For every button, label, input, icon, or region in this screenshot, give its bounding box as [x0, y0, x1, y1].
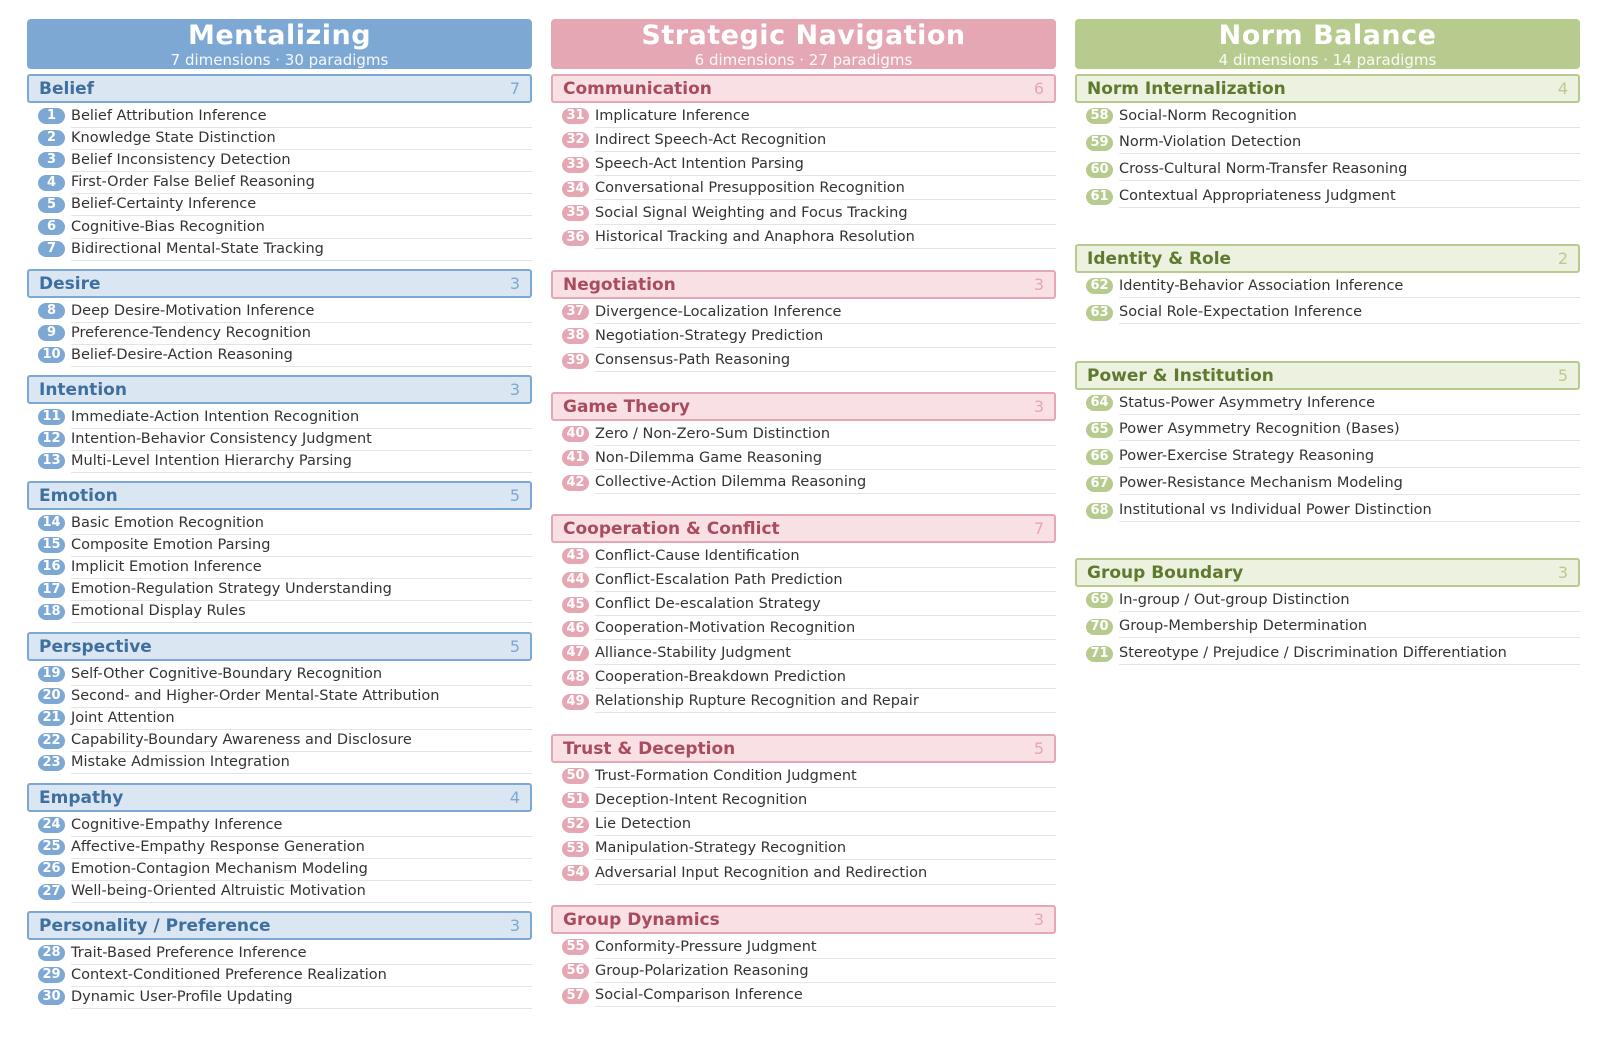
- paradigm-label: In-group / Out-group Distinction: [1119, 589, 1580, 612]
- paradigm-label: Institutional vs Individual Power Distinction: [1119, 499, 1580, 522]
- paradigm-number-badge: 53: [562, 841, 589, 857]
- dimension-header: [27, 632, 532, 661]
- column-header: [551, 19, 1056, 69]
- paradigm-label: Emotional Display Rules: [71, 600, 532, 623]
- paradigm-label: Manipulation-Strategy Recognition: [595, 837, 1056, 860]
- paradigm-number-badge: 44: [562, 572, 589, 588]
- paradigm-number-badge: 41: [562, 450, 589, 466]
- paradigm-number-badge: 70: [1086, 619, 1113, 635]
- paradigm-number-badge: 29: [38, 967, 65, 983]
- dimension-count: 3: [1033, 397, 1044, 416]
- list-item: [38, 752, 532, 774]
- paradigm-number-badge: 49: [562, 694, 589, 710]
- list-item: [562, 936, 1056, 958]
- list-item: [562, 985, 1056, 1007]
- paradigm-number-badge: 66: [1086, 449, 1113, 465]
- paradigm-label: Deception-Intent Recognition: [595, 789, 1056, 812]
- paradigm-label: Social Role-Expectation Inference: [1119, 301, 1580, 324]
- list-item: [38, 579, 532, 601]
- dimension-header: [1075, 74, 1580, 103]
- list-item: [562, 765, 1056, 787]
- paradigm-label: Deep Desire-Motivation Inference: [71, 300, 532, 323]
- paradigm-label: Conversational Presupposition Recognition: [595, 177, 1056, 200]
- list-item: [38, 105, 532, 127]
- list-item: [562, 960, 1056, 982]
- paradigm-number-badge: 33: [562, 157, 589, 173]
- dimension-header: [27, 783, 532, 812]
- list-item: [38, 601, 532, 623]
- dimension-label: Empathy: [39, 787, 124, 808]
- dimension-header: [1075, 244, 1580, 273]
- paradigm-number-badge: 19: [38, 666, 65, 682]
- paradigm-number-badge: 4: [38, 175, 65, 191]
- paradigm-label: Self-Other Cognitive-Boundary Recognition: [71, 663, 532, 686]
- paradigm-label: Trait-Based Preference Inference: [71, 942, 532, 965]
- paradigm-label: Composite Emotion Parsing: [71, 534, 532, 557]
- paradigm-number-badge: 1: [38, 108, 65, 124]
- paradigm-number-badge: 55: [562, 939, 589, 955]
- paradigm-label: Context-Conditioned Preference Realization: [71, 964, 532, 987]
- dimension-header: [27, 481, 532, 510]
- paradigm-number-badge: 43: [562, 548, 589, 564]
- paradigm-label: Historical Tracking and Anaphora Resolution: [595, 226, 1056, 249]
- paradigm-label: Identity-Behavior Association Inference: [1119, 275, 1580, 298]
- paradigm-number-badge: 36: [562, 230, 589, 246]
- column-subtitle: 4 dimensions · 14 paradigms: [1218, 51, 1437, 69]
- dimension-count: 3: [1033, 910, 1044, 929]
- list-item: [562, 472, 1056, 494]
- list-item: [562, 154, 1056, 176]
- dimension-label: Group Boundary: [1087, 562, 1244, 583]
- dimension-label: Emotion: [39, 485, 118, 506]
- paradigm-number-badge: 17: [38, 582, 65, 598]
- dimension-label: Personality / Preference: [39, 915, 271, 936]
- column-subtitle: 7 dimensions · 30 paradigms: [170, 51, 389, 69]
- dimension-header: [27, 375, 532, 404]
- list-item: [562, 350, 1056, 372]
- dimension-label: Communication: [563, 78, 712, 99]
- paradigm-number-badge: 3: [38, 152, 65, 168]
- paradigm-number-badge: 45: [562, 597, 589, 613]
- paradigm-number-badge: 10: [38, 347, 65, 363]
- list-item: [1086, 616, 1580, 638]
- paradigm-number-badge: 15: [38, 537, 65, 553]
- list-item: [1086, 392, 1580, 414]
- paradigm-number-badge: 20: [38, 688, 65, 704]
- paradigm-number-badge: 46: [562, 621, 589, 637]
- list-item: [562, 178, 1056, 200]
- dimension-label: Game Theory: [563, 396, 690, 417]
- paradigm-number-badge: 54: [562, 865, 589, 881]
- paradigm-number-badge: 26: [38, 861, 65, 877]
- list-item: [562, 423, 1056, 445]
- dimension-header: [1075, 558, 1580, 587]
- paradigm-number-badge: 30: [38, 989, 65, 1005]
- column-norm-balance: [1075, 19, 1580, 1039]
- list-item: [1086, 419, 1580, 441]
- paradigm-label: Relationship Rupture Recognition and Repair: [595, 690, 1056, 713]
- paradigm-label: Consensus-Path Reasoning: [595, 349, 1056, 372]
- paradigm-label: Intention-Behavior Consistency Judgment: [71, 428, 532, 451]
- paradigm-label: Belief Inconsistency Detection: [71, 149, 532, 172]
- column-header: [1075, 19, 1580, 69]
- paradigm-number-badge: 31: [562, 108, 589, 124]
- paradigm-number-badge: 59: [1086, 135, 1113, 151]
- list-item: [562, 667, 1056, 689]
- dimension-count: 5: [1557, 366, 1568, 385]
- list-item: [1086, 446, 1580, 468]
- dimension-header: [27, 269, 532, 298]
- dimension-count: 4: [509, 788, 520, 807]
- paradigm-label: Adversarial Input Recognition and Redirection: [595, 862, 1056, 885]
- paradigm-label: Cognitive-Bias Recognition: [71, 216, 532, 239]
- list-item: [38, 730, 532, 752]
- list-item: [38, 450, 532, 472]
- paradigm-number-badge: 27: [38, 884, 65, 900]
- dimension-count: 3: [1557, 563, 1568, 582]
- list-item: [562, 129, 1056, 151]
- list-item: [38, 942, 532, 964]
- dimension-count: 3: [509, 274, 520, 293]
- paradigm-label: Well-being-Oriented Altruistic Motivation: [71, 880, 532, 903]
- paradigm-label: Divergence-Localization Inference: [595, 301, 1056, 324]
- paradigm-label: Cross-Cultural Norm-Transfer Reasoning: [1119, 158, 1580, 181]
- paradigm-label: Group-Membership Determination: [1119, 615, 1580, 638]
- dimension-count: 7: [509, 79, 520, 98]
- paradigm-number-badge: 58: [1086, 108, 1113, 124]
- column-mentalizing: [27, 19, 532, 1039]
- dimension-count: 5: [1033, 739, 1044, 758]
- paradigm-number-badge: 37: [562, 304, 589, 320]
- list-item: [562, 105, 1056, 127]
- list-item: [38, 707, 532, 729]
- paradigm-number-badge: 7: [38, 241, 65, 257]
- paradigm-label: Belief-Desire-Action Reasoning: [71, 344, 532, 367]
- list-item: [38, 964, 532, 986]
- paradigm-label: Knowledge State Distinction: [71, 127, 532, 150]
- paradigm-label: Stereotype / Prejudice / Discrimination Differentiation: [1119, 642, 1580, 665]
- list-item: [562, 325, 1056, 347]
- column-strategic-navigation: [551, 19, 1056, 1039]
- paradigm-label: Cooperation-Motivation Recognition: [595, 617, 1056, 640]
- list-item: [562, 569, 1056, 591]
- list-item: [38, 512, 532, 534]
- paradigm-label: Affective-Empathy Response Generation: [71, 836, 532, 859]
- paradigm-label: Speech-Act Intention Parsing: [595, 153, 1056, 176]
- list-item: [38, 172, 532, 194]
- list-item: [562, 618, 1056, 640]
- list-item: [562, 227, 1056, 249]
- list-item: [38, 428, 532, 450]
- list-item: [562, 789, 1056, 811]
- paradigm-number-badge: 39: [562, 353, 589, 369]
- list-item: [562, 838, 1056, 860]
- paradigm-label: Group-Polarization Reasoning: [595, 960, 1056, 983]
- paradigm-label: Multi-Level Intention Hierarchy Parsing: [71, 450, 532, 473]
- paradigm-label: Second- and Higher-Order Mental-State Attribution: [71, 685, 532, 708]
- paradigm-label: Alliance-Stability Judgment: [595, 642, 1056, 665]
- paradigm-number-badge: 32: [562, 132, 589, 148]
- paradigm-label: Basic Emotion Recognition: [71, 512, 532, 535]
- paradigm-label: Joint Attention: [71, 707, 532, 730]
- paradigm-number-badge: 28: [38, 945, 65, 961]
- paradigm-label: Implicature Inference: [595, 105, 1056, 128]
- list-item: [38, 194, 532, 216]
- paradigm-label: Negotiation-Strategy Prediction: [595, 325, 1056, 348]
- dimension-header: [551, 905, 1056, 934]
- list-item: [562, 862, 1056, 884]
- paradigm-label: Bidirectional Mental-State Tracking: [71, 238, 532, 261]
- list-item: [38, 149, 532, 171]
- list-item: [1086, 275, 1580, 297]
- paradigm-number-badge: 21: [38, 710, 65, 726]
- dimension-header: [551, 74, 1056, 103]
- paradigm-label: Power-Exercise Strategy Reasoning: [1119, 445, 1580, 468]
- paradigm-label: Belief-Certainty Inference: [71, 193, 532, 216]
- paradigm-number-badge: 11: [38, 409, 65, 425]
- paradigm-number-badge: 51: [562, 792, 589, 808]
- paradigm-number-badge: 69: [1086, 592, 1113, 608]
- paradigm-number-badge: 63: [1086, 305, 1113, 321]
- paradigm-label: Lie Detection: [595, 813, 1056, 836]
- dimension-label: Intention: [39, 379, 127, 400]
- paradigm-number-badge: 23: [38, 755, 65, 771]
- paradigm-number-badge: 40: [562, 426, 589, 442]
- paradigm-label: Preference-Tendency Recognition: [71, 322, 532, 345]
- paradigm-label: Social-Norm Recognition: [1119, 105, 1580, 128]
- dimension-count: 6: [1033, 79, 1044, 98]
- dimension-header: [27, 74, 532, 103]
- paradigm-number-badge: 42: [562, 475, 589, 491]
- dimension-header: [1075, 361, 1580, 390]
- paradigm-label: Power Asymmetry Recognition (Bases): [1119, 418, 1580, 441]
- paradigm-number-badge: 61: [1086, 189, 1113, 205]
- list-item: [38, 322, 532, 344]
- paradigm-number-badge: 52: [562, 817, 589, 833]
- list-item: [38, 534, 532, 556]
- dimension-header: [551, 270, 1056, 299]
- paradigm-label: Non-Dilemma Game Reasoning: [595, 447, 1056, 470]
- list-item: [1086, 473, 1580, 495]
- list-item: [38, 406, 532, 428]
- paradigm-label: Conflict-Cause Identification: [595, 545, 1056, 568]
- paradigm-number-badge: 6: [38, 219, 65, 235]
- paradigm-label: Belief Attribution Inference: [71, 105, 532, 128]
- paradigm-label: Conformity-Pressure Judgment: [595, 936, 1056, 959]
- paradigm-label: Capability-Boundary Awareness and Disclosure: [71, 729, 532, 752]
- paradigm-number-badge: 16: [38, 559, 65, 575]
- dimension-label: Perspective: [39, 636, 152, 657]
- paradigm-number-badge: 2: [38, 130, 65, 146]
- list-item: [1086, 132, 1580, 154]
- paradigm-number-badge: 24: [38, 817, 65, 833]
- list-item: [1086, 105, 1580, 127]
- paradigm-label: Mistake Admission Integration: [71, 751, 532, 774]
- dimension-header: [551, 392, 1056, 421]
- list-item: [38, 663, 532, 685]
- paradigm-number-badge: 68: [1086, 503, 1113, 519]
- list-item: [562, 545, 1056, 567]
- dimension-label: Cooperation & Conflict: [563, 518, 780, 539]
- paradigm-number-badge: 48: [562, 670, 589, 686]
- dimension-label: Norm Internalization: [1087, 78, 1286, 99]
- paradigm-label: Contextual Appropriateness Judgment: [1119, 185, 1580, 208]
- dimension-count: 7: [1033, 519, 1044, 538]
- list-item: [562, 301, 1056, 323]
- list-item: [38, 858, 532, 880]
- dimension-label: Desire: [39, 273, 101, 294]
- dimension-label: Belief: [39, 78, 95, 99]
- paradigm-number-badge: 25: [38, 839, 65, 855]
- paradigm-number-badge: 22: [38, 733, 65, 749]
- list-item: [1086, 500, 1580, 522]
- list-item: [38, 238, 532, 260]
- paradigm-number-badge: 60: [1086, 162, 1113, 178]
- list-item: [38, 836, 532, 858]
- dimension-label: Group Dynamics: [563, 909, 720, 930]
- list-item: [1086, 643, 1580, 665]
- dimension-label: Identity & Role: [1087, 248, 1232, 269]
- dimension-header: [27, 911, 532, 940]
- paradigm-label: Dynamic User-Profile Updating: [71, 986, 532, 1009]
- paradigm-label: Emotion-Regulation Strategy Understanding: [71, 578, 532, 601]
- paradigm-label: Cooperation-Breakdown Prediction: [595, 666, 1056, 689]
- paradigm-label: Conflict-Escalation Path Prediction: [595, 569, 1056, 592]
- paradigm-number-badge: 56: [562, 963, 589, 979]
- column-header: [27, 19, 532, 69]
- paradigm-label: Social Signal Weighting and Focus Tracking: [595, 202, 1056, 225]
- paradigm-number-badge: 18: [38, 604, 65, 620]
- dimension-count: 3: [1033, 275, 1044, 294]
- paradigm-label: Zero / Non-Zero-Sum Distinction: [595, 423, 1056, 446]
- list-item: [38, 881, 532, 903]
- paradigm-label: Status-Power Asymmetry Inference: [1119, 392, 1580, 415]
- paradigm-number-badge: 38: [562, 328, 589, 344]
- dimension-count: 2: [1557, 249, 1568, 268]
- paradigm-number-badge: 71: [1086, 646, 1113, 662]
- paradigm-label: Power-Resistance Mechanism Modeling: [1119, 472, 1580, 495]
- paradigm-number-badge: 8: [38, 303, 65, 319]
- list-item: [562, 594, 1056, 616]
- list-item: [1086, 159, 1580, 181]
- list-item: [38, 127, 532, 149]
- list-item: [38, 986, 532, 1008]
- list-item: [1086, 302, 1580, 324]
- paradigm-number-badge: 65: [1086, 422, 1113, 438]
- list-item: [38, 685, 532, 707]
- column-title: Norm Balance: [1218, 20, 1437, 51]
- list-item: [562, 447, 1056, 469]
- paradigm-label: Indirect Speech-Act Recognition: [595, 129, 1056, 152]
- paradigm-label: Social-Comparison Inference: [595, 984, 1056, 1007]
- paradigm-number-badge: 9: [38, 325, 65, 341]
- paradigm-number-badge: 13: [38, 453, 65, 469]
- paradigm-label: Norm-Violation Detection: [1119, 131, 1580, 154]
- list-item: [38, 344, 532, 366]
- dimension-count: 5: [509, 637, 520, 656]
- paradigm-number-badge: 57: [562, 988, 589, 1004]
- list-item: [1086, 186, 1580, 208]
- paradigm-number-badge: 47: [562, 645, 589, 661]
- paradigm-label: Implicit Emotion Inference: [71, 556, 532, 579]
- column-title: Mentalizing: [187, 20, 372, 51]
- list-item: [1086, 589, 1580, 611]
- paradigm-label: Cognitive-Empathy Inference: [71, 814, 532, 837]
- paradigm-label: Emotion-Contagion Mechanism Modeling: [71, 858, 532, 881]
- dimension-label: Negotiation: [563, 274, 676, 295]
- dimension-label: Power & Institution: [1087, 365, 1274, 386]
- list-item: [562, 691, 1056, 713]
- paradigm-label: Conflict De-escalation Strategy: [595, 593, 1056, 616]
- paradigm-number-badge: 67: [1086, 476, 1113, 492]
- list-item: [562, 642, 1056, 664]
- paradigm-label: First-Order False Belief Reasoning: [71, 171, 532, 194]
- column-subtitle: 6 dimensions · 27 paradigms: [694, 51, 913, 69]
- dimension-count: 3: [509, 916, 520, 935]
- paradigm-number-badge: 62: [1086, 278, 1113, 294]
- dimension-count: 4: [1557, 79, 1568, 98]
- paradigm-number-badge: 14: [38, 515, 65, 531]
- dimension-header: [551, 514, 1056, 543]
- dimension-label: Trust & Deception: [563, 738, 736, 759]
- paradigm-number-badge: 35: [562, 205, 589, 221]
- list-item: [562, 814, 1056, 836]
- dimension-count: 5: [509, 486, 520, 505]
- paradigm-number-badge: 5: [38, 197, 65, 213]
- paradigm-label: Collective-Action Dilemma Reasoning: [595, 471, 1056, 494]
- paradigm-number-badge: 34: [562, 181, 589, 197]
- list-item: [38, 814, 532, 836]
- paradigm-number-badge: 64: [1086, 395, 1113, 411]
- list-item: [38, 216, 532, 238]
- dimension-header: [551, 734, 1056, 763]
- paradigm-label: Trust-Formation Condition Judgment: [595, 765, 1056, 788]
- dimension-count: 3: [509, 380, 520, 399]
- paradigm-label: Immediate-Action Intention Recognition: [71, 406, 532, 429]
- list-item: [38, 300, 532, 322]
- paradigm-number-badge: 12: [38, 431, 65, 447]
- column-title: Strategic Navigation: [641, 20, 966, 51]
- list-item: [562, 202, 1056, 224]
- paradigm-number-badge: 50: [562, 768, 589, 784]
- list-item: [38, 556, 532, 578]
